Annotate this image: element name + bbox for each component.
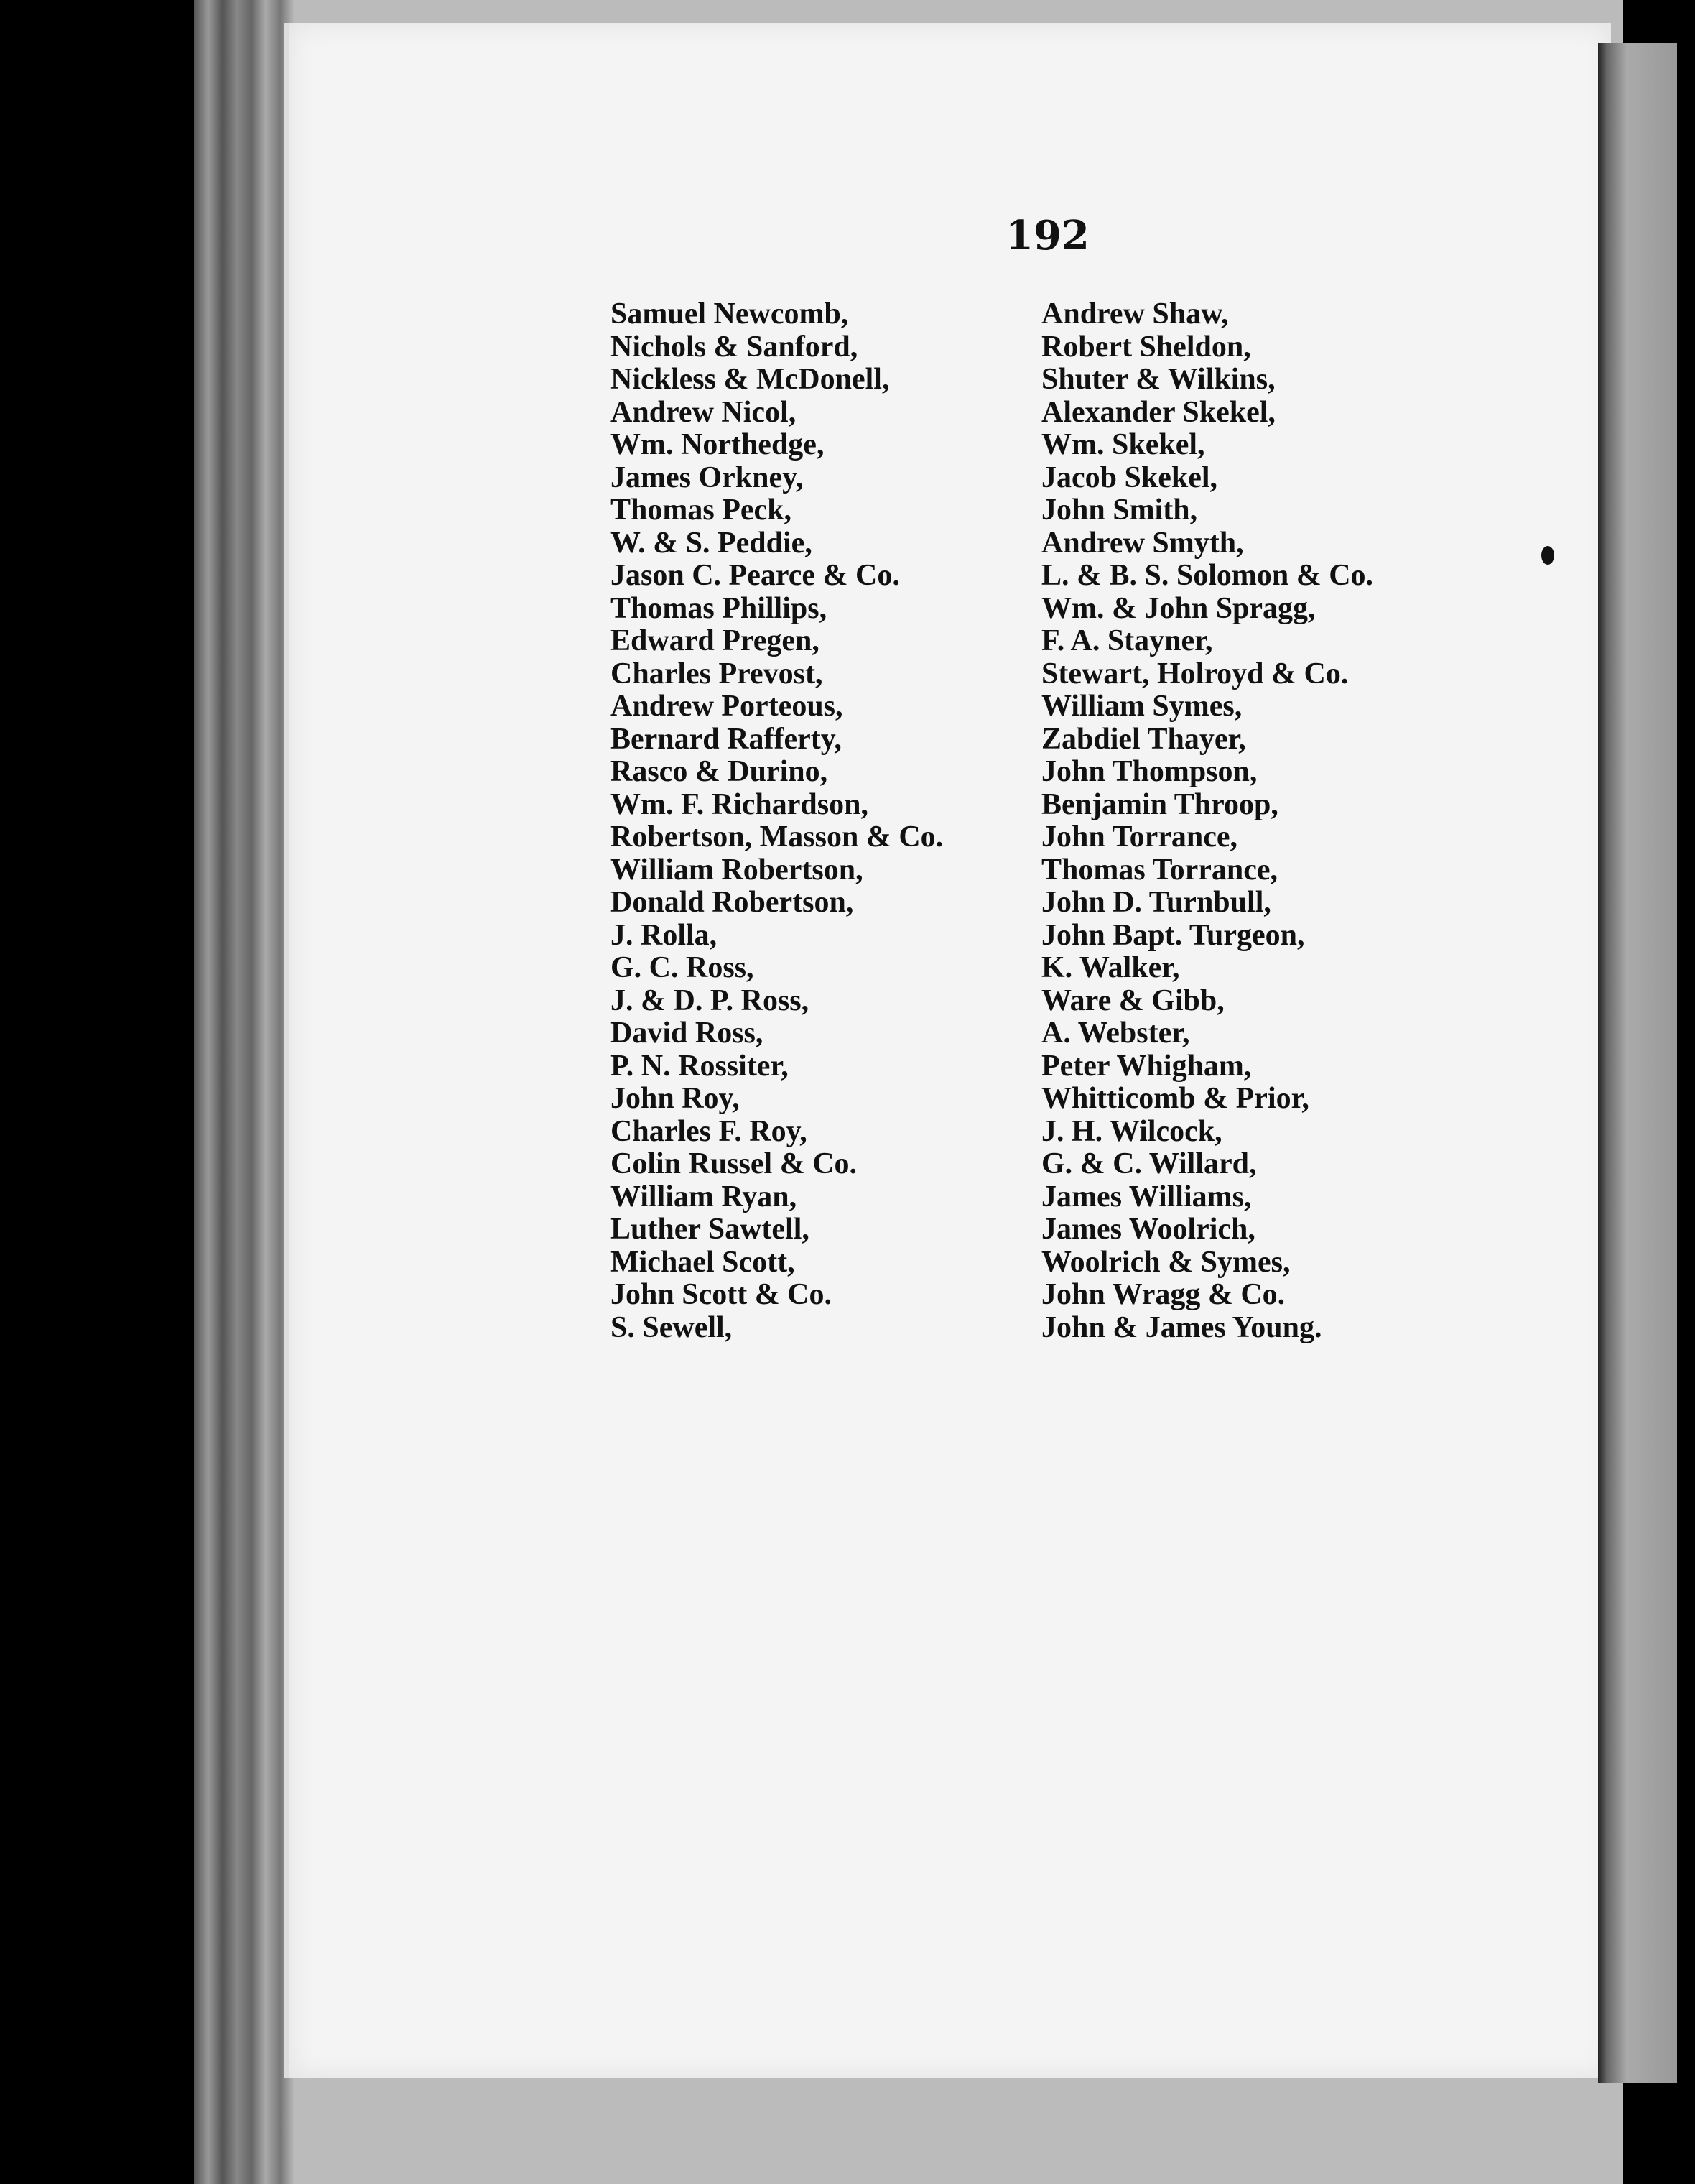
list-item: John Bapt. Turgeon, (1041, 918, 1305, 952)
list-item: Whitticomb & Prior, (1041, 1082, 1309, 1115)
name-list-right (1041, 298, 1373, 1344)
list-item: J. Rolla, (610, 918, 718, 952)
list-item: Wm. Skekel, (1041, 428, 1205, 461)
list-item: Bernard Rafferty, (610, 722, 842, 756)
list-item: David Ross, (610, 1017, 763, 1050)
list-item: J. H. Wilcock, (1041, 1114, 1222, 1148)
list-item: Benjamin Throop, (1041, 787, 1278, 821)
list-item: Rasco & Durino, (610, 755, 828, 788)
list-item: G. C. Ross, (610, 951, 754, 984)
list-item: John & James Young. (1041, 1310, 1322, 1344)
list-item: Andrew Nicol, (610, 395, 797, 429)
list-item: Robertson, Masson & Co. (610, 820, 944, 853)
list-item: Peter Whigham, (1041, 1049, 1252, 1083)
list-item: Charles Prevost, (610, 657, 823, 690)
list-item: James Orkney, (610, 461, 804, 494)
list-item: John D. Turnbull, (1041, 886, 1271, 919)
list-item: Zabdiel Thayer, (1041, 722, 1246, 756)
list-item: John Thompson, (1041, 755, 1258, 788)
list-item: L. & B. S. Solomon & Co. (1041, 559, 1374, 592)
list-item: Nickless & McDonell, (610, 363, 890, 396)
list-item: A. Webster, (1041, 1017, 1190, 1050)
list-item: James Woolrich, (1041, 1213, 1255, 1246)
list-item: Andrew Porteous, (610, 690, 843, 723)
list-item: Wm. F. Richardson, (610, 787, 868, 821)
list-item: James Williams, (1041, 1180, 1252, 1213)
list-item: Thomas Peck, (610, 494, 791, 527)
list-item: K. Walker, (1041, 951, 1180, 984)
list-item: Shuter & Wilkins, (1041, 363, 1276, 396)
list-item: G. & C. Willard, (1041, 1147, 1257, 1180)
list-item: John Wragg & Co. (1041, 1278, 1286, 1311)
list-item: Wm. & John Spragg, (1041, 591, 1316, 625)
list-item: Robert Sheldon, (1041, 330, 1251, 364)
ink-spot (1541, 546, 1554, 565)
list-item: Colin Russel & Co. (610, 1147, 858, 1180)
list-item: Andrew Shaw, (1041, 297, 1229, 330)
list-item: Stewart, Holroyd & Co. (1041, 657, 1349, 690)
list-item: Edward Pregen, (610, 624, 819, 657)
list-item: J. & D. P. Ross, (610, 984, 809, 1017)
list-item: Michael Scott, (610, 1245, 795, 1279)
list-item: P. N. Rossiter, (610, 1049, 789, 1083)
list-item: Wm. Northedge, (610, 428, 825, 461)
page-sheet (284, 23, 1611, 2078)
list-item: John Roy, (610, 1082, 740, 1115)
list-item: Alexander Skekel, (1041, 395, 1276, 429)
list-item: William Ryan, (610, 1180, 797, 1213)
list-item: Samuel Newcomb, (610, 297, 849, 330)
list-item: William Robertson, (610, 853, 863, 887)
list-item: Ware & Gibb, (1041, 984, 1225, 1017)
list-item: William Symes, (1041, 690, 1243, 723)
page-number: 192 (1006, 212, 1090, 259)
list-item: Jason C. Pearce & Co. (610, 559, 900, 592)
list-item: F. A. Stayner, (1041, 624, 1213, 657)
list-item: John Smith, (1041, 494, 1198, 527)
list-item: Luther Sawtell, (610, 1213, 809, 1246)
list-item: Andrew Smyth, (1041, 526, 1244, 560)
list-item: Thomas Phillips, (610, 591, 827, 625)
list-item: Donald Robertson, (610, 886, 854, 919)
list-item: W. & S. Peddie, (610, 526, 812, 560)
list-item: S. Sewell, (610, 1310, 733, 1344)
list-item: Charles F. Roy, (610, 1114, 807, 1148)
list-item: John Torrance, (1041, 820, 1238, 853)
list-item: Woolrich & Symes, (1041, 1245, 1291, 1279)
list-item: Nichols & Sanford, (610, 330, 858, 364)
page-edge-shadow (1598, 43, 1677, 2083)
list-item: Jacob Skekel, (1041, 461, 1218, 494)
list-item: John Scott & Co. (610, 1278, 832, 1311)
list-item: Thomas Torrance, (1041, 853, 1278, 887)
name-list-left (610, 298, 943, 1344)
